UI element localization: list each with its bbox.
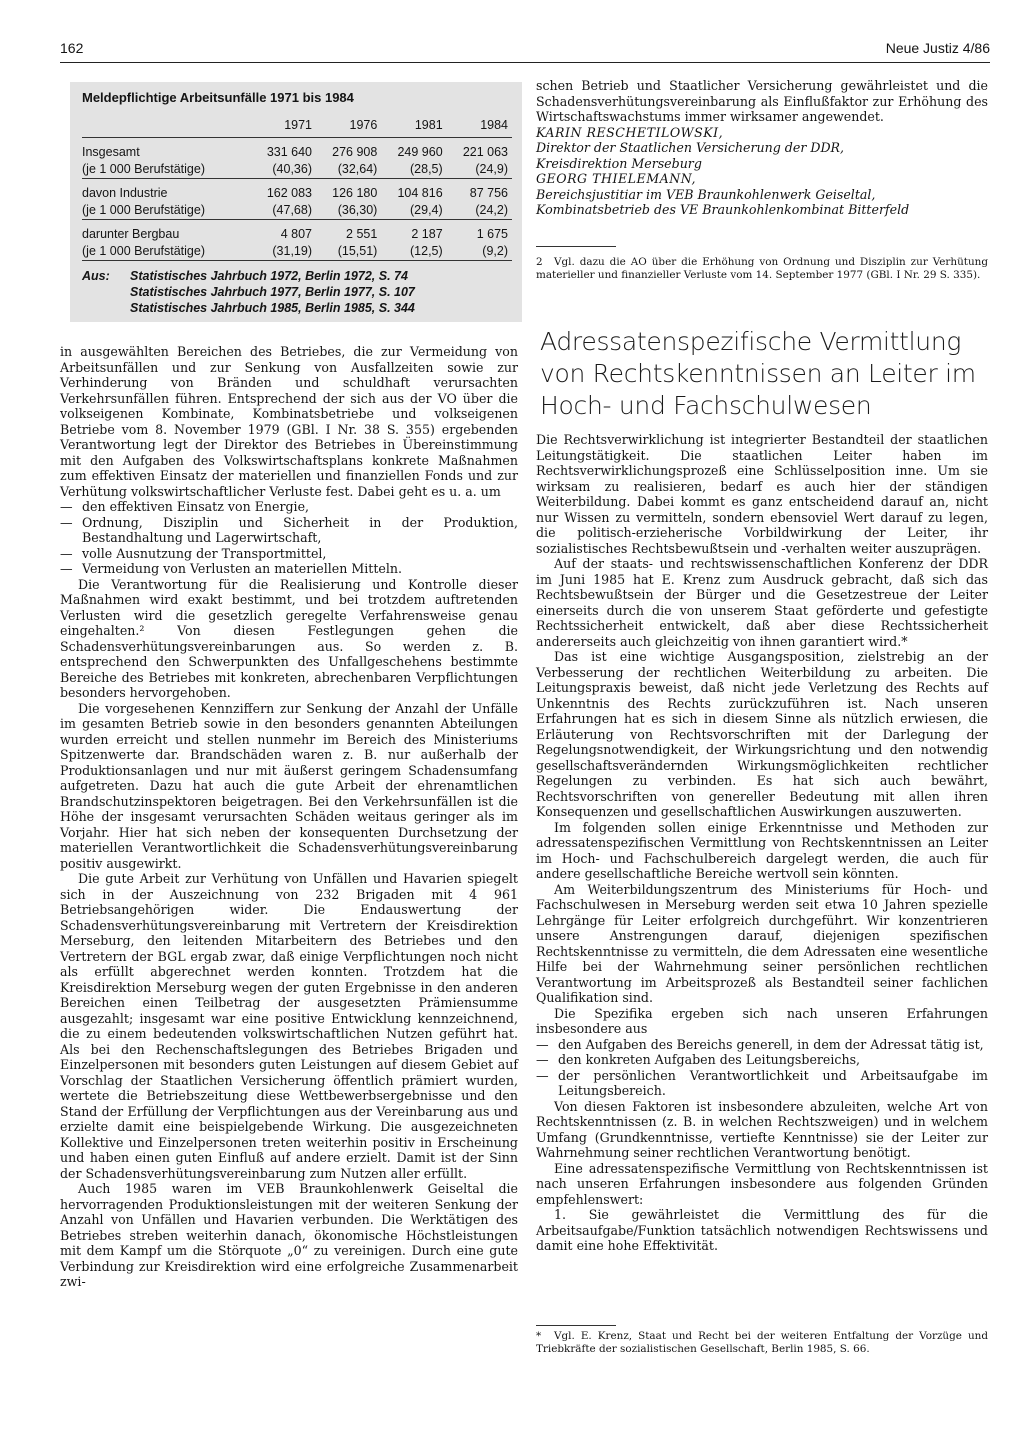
row-label: Insgesamt (82, 145, 140, 159)
row-label: (je 1 000 Berufstätige) (82, 161, 251, 179)
table-year: 1971 (251, 116, 316, 138)
list-item: — Ordnung, Disziplin und Sicherheit in der Produktion, Bestandhaltung und Lagerwirtschaft, (60, 515, 518, 546)
table-cell: 1 675 (476, 227, 508, 241)
paragraph: Die Rechtsverwirklichung ist integrierter Bestandteil der staatlichen Leitungstätigkeit. Die staatlichen Leiter haben im Rechtsverwirklichungsprozeß eine Schlüsselposition inne. Um sie wirksam zu realisieren, bedarf es auch hier der ständigen Weiterbildung. Dabei kommt es ganz entscheidend darauf an, nicht nur Wissen zu vermitteln, sondern ebensoviel Wert darauf zu legen, die politisch-erzieherische Vorbildwirkung der Leiter, ihr sozialistisches Rechtsbewußtsein und -verhalten weiter auszuprägen. (536, 432, 988, 556)
paragraph: 1. Sie gewährleistet die Vermittlung des für die Arbeitsaufgabe/Funktion tatsächlich notwendigen Rechtswissens und damit eine hohe Effektivität. (536, 1207, 988, 1253)
author-role: Kreisdirektion Merseburg (536, 155, 702, 171)
author-role: Kombinatsbetrieb des VE Braunkohlenkombinat Bitterfeld (536, 202, 910, 217)
left-column (60, 344, 518, 1290)
table-cell: 126 180 (332, 186, 378, 200)
source-line: Statistisches Jahrbuch 1985, Berlin 1985, S. 344 (130, 301, 415, 315)
page-number: 162 (60, 40, 84, 56)
list-item: — Vermeidung von Verlusten an materiellen Mitteln. (60, 561, 518, 577)
table-cell: 221 063 (462, 145, 508, 159)
table-cell: 276 908 (332, 145, 378, 159)
author-role: Bereichsjustitiar im VEB Braunkohlenwerk Geiseltal, (536, 186, 876, 202)
paragraph: Die Spezifika ergeben sich nach unseren Erfahrungen insbesondere aus (536, 1005, 988, 1036)
table-row (82, 220, 512, 244)
table-cell: (15,51) (316, 243, 381, 261)
author-name: GEORG THIELEMANN, (536, 171, 696, 186)
table-cell: (24,9) (447, 161, 512, 179)
footnote-text: Vgl. dazu die AO über die Erhöhung von Ordnung und Disziplin zur Verhütung materieller und finanzieller Verluste vom 14. September 1977 (GBl. I Nr. 29 S. 335). (536, 256, 988, 281)
paragraph: Von diesen Faktoren ist insbesondere abzuleiten, welche Art von Rechtskenntnissen (z. B. in welchen Rechtszweigen) und in welchem Umfang (Grundkenntnisse, vertiefte Kenntnisse) sie der Leiter zur Wahrnehmung seiner rechtlichen Verantwortung benötigt. (536, 1098, 988, 1160)
right-column-top (536, 78, 988, 218)
row-label: (je 1 000 Berufstätige) (82, 202, 251, 220)
table-header-row (82, 116, 512, 138)
footnote-text: Vgl. E. Krenz, Staat und Recht bei der weiteren Entfaltung der Vorzüge und Triebkräfte der sozialistischen Gesellschaft, Berlin 1985, S. 66. (536, 1330, 988, 1355)
footnote-star (536, 1330, 988, 1355)
table-cell: 162 083 (266, 186, 312, 200)
specifics-list (536, 1037, 988, 1099)
list-item: — den effektiven Einsatz von Energie, (60, 499, 518, 515)
source-line: Statistisches Jahrbuch 1977, Berlin 1977, S. 107 (130, 285, 415, 299)
table-cell: (12,5) (381, 243, 446, 261)
table-year: 1984 (447, 116, 512, 138)
right-column (536, 432, 988, 1254)
table-cell: (28,5) (381, 161, 446, 179)
table-row (82, 202, 512, 220)
table-cell: (31,19) (251, 243, 316, 261)
footnote-rule (536, 246, 616, 247)
list-item: — den Aufgaben des Bereichs generell, in dem der Adressat tätig ist, (536, 1037, 988, 1053)
row-label: (je 1 000 Berufstätige) (82, 243, 251, 261)
source-text: Statistisches Jahrbuch 1972, Berlin 1972, S. 74 (130, 269, 408, 283)
table-cell: 2 187 (411, 227, 443, 241)
table-cell: 104 816 (397, 186, 443, 200)
row-label: davon Industrie (82, 186, 168, 200)
paragraph: Die Verantwortung für die Realisierung und Kontrolle dieser Maßnahmen wird exakt bestimmt, und bei trotzdem auftretenden Verlusten wird die gesetzlich geregelte Verfahrensweise genau eingehalten.² Von diesen Festlegungen gehen die Schadensverhütungsvereinbarungen aus. So werden z. B. entsprechend den Schwerpunkten des Unfallgeschehens bestimmte Bereiche des Betriebes mit konkreten, abrechenbaren Verpflichtungen besonders hervorgehoben. (60, 576, 518, 700)
footnote-2 (536, 256, 988, 281)
statistics-grid (82, 116, 512, 261)
accident-statistics-table (70, 82, 522, 322)
table-header-blank (82, 116, 251, 138)
paragraph: Im folgenden sollen einige Erkenntnisse und Methoden zur adressatenspezifischen Vermittlung von Rechtskenntnissen an Leiter im Hoch- und Fachschulbereich dargelegt werden, die auch für andere gesellschaftliche Bereiche wertvoll sein könnten. (536, 819, 988, 881)
table-sources (82, 268, 415, 316)
paragraph: Auch 1985 waren im VEB Braunkohlenwerk Geiseltal die hervorragenden Produktionsleistungen mit der weiteren Senkung der Anzahl von Unfällen und Havarien verbunden. Die Werktätigen des Betriebes streben weiterhin danach, ökonomische Höchstleistungen mit dem Kampf um die Störquote „0“ zu vereinigen. Durch eine gute Verbindung zur Kreisdirektion wird eine erfolgreiche Zusammenarbeit zwi- (60, 1181, 518, 1289)
footnote-mark: * (536, 1330, 542, 1342)
table-cell: 4 807 (280, 227, 312, 241)
list-item: — den konkreten Aufgaben des Leitungsbereichs, (536, 1052, 988, 1068)
list-item: — volle Ausnutzung der Transportmittel, (60, 546, 518, 562)
table-cell: (32,64) (316, 161, 381, 179)
page-header (60, 38, 990, 63)
table-year: 1976 (316, 116, 381, 138)
table-year: 1981 (381, 116, 446, 138)
table-title: Meldepflichtige Arbeitsunfälle 1971 bis 1984 (82, 90, 354, 105)
table-row (82, 243, 512, 261)
source-line (82, 268, 415, 284)
paragraph: schen Betrieb und Staatlicher Versicherung gewährleistet und die Schadensverhütungsvereinbarung als Einflußfaktor zur Erhöhung des Wirtschaftswachstums immer wirksamer angewendet. (536, 78, 988, 124)
table-cell: 249 960 (397, 145, 443, 159)
row-label: darunter Bergbau (82, 227, 180, 241)
table-cell: 2 551 (346, 227, 378, 241)
table-cell: (47,68) (251, 202, 316, 220)
paragraph: Eine adressatenspezifische Vermittlung von Rechtskenntnissen ist nach unseren Erfahrungen insbesondere aus folgenden Gründen empfehlenswert: (536, 1160, 988, 1207)
table-row (82, 138, 512, 162)
table-row (82, 179, 512, 203)
source-label: Aus: (82, 269, 110, 283)
footnote-number: 2 (536, 256, 543, 268)
table-cell: (9,2) (447, 243, 512, 261)
table-cell: 331 640 (266, 145, 312, 159)
list-item: — der persönlichen Verantwortlichkeit und Arbeitsaufgabe im Leitungsbereich. (536, 1068, 988, 1099)
journal-issue: Neue Justiz 4/86 (885, 40, 990, 56)
table-cell: (40,36) (251, 161, 316, 179)
author-role: Direktor der Staatlichen Versicherung der DDR, (536, 140, 845, 155)
paragraph: Auf der staats- und rechtswissenschaftlichen Konferenz der DDR im Juni 1985 hat E. Krenz zum Ausdruck gebracht, daß sich das Rechtsbewußtsein der Bürger und die Gesetzestreue der Leiter einerseits durch die von unserem Staat geförderte und gefestigte Rechtssicherheit entwickelt, daß aber diese Rechtssicherheit andererseits auch gleichzeitig von ihnen garantiert wird.* (536, 556, 988, 649)
paragraph: Die gute Arbeit zur Verhütung von Unfällen und Havarien spiegelt sich in der Auszeichnung von 232 Brigaden mit 4 961 Betriebsangehörigen wider. Die Endauswertung der Schadensverhütungsvereinbarung mit Vertretern der Kreisdirektion Merseburg, den leitenden Mitarbeitern des Betriebes und den Vertretern der BGL ergab zwar, daß einige Verpflichtungen noch nicht als erfüllt abgerechnet werden konnten. Trotzdem hat die Kreisdirektion Merseburg wegen der guten Ergebnisse in den anderen Bereichen einen Teilbetrag der ausgesetzten Prämiensumme ausgezahlt; insgesamt war eine positive Entwicklung kennzeichnend, die zu einem bedeutenden volkswirtschaftlichen Nutzen geführt hat. Als bei den Rechenschaftslegungen des Betriebes Brigaden und Einzelpersonen mit besonders guten Leistungen auf diesem Gebiet auf Vorschlag der Staatlichen Versicherung öffentlich prämiert wurden, wertete die Betriebszeitung diese Wettbewerbsergebnisse und den Stand der Erfüllung der Verpflichtungen aus der Vereinbarung aus und erzielte damit eine beispielgebende Wirkung. Die ausgezeichneten Kollektive und Einzelpersonen treten weiterhin positiv in Erscheinung und haben einen guten Einfluß auf andere erzielt. Damit ist der Sinn der Schadensverhütungsvereinbarung zum Nutzen aller erfüllt. (60, 871, 518, 1181)
author-name: KARIN RESCHETILOWSKI, (536, 124, 724, 140)
measures-list (60, 499, 518, 577)
article-headline: Adressatenspezifische Vermittlung von Rechtskenntnissen an Leiter im Hoch- und Fachschulwesen (540, 327, 976, 420)
paragraph: Das ist eine wichtige Ausgangsposition, zielstrebig an der Verbesserung der rechtlichen Weiterbildung zu arbeiten. Die Leitungspraxis beweist, daß nicht jede Verletzung des Rechts auf Unkenntnis des Rechts zurückzuführen ist. Nach unseren Erfahrungen hat es sich in diesem Sinne als nützlich erwiesen, die Erläuterung von Rechtsvorschriften mit der Darlegung der Regelungsnotwendigkeit, der Wirkungsrichtung und den notwendig gesellschaftsverändernden Wirkungsmöglichkeiten rechtlicher Regelungen zu verbinden. Es hat sich auch bewährt, Rechtsvorschriften von genereller Bedeutung mit allen ihren Konsequenzen und gesellschaftlichen Auswirkungen auszuwerten. (536, 649, 988, 819)
paragraph: Am Weiterbildungszentrum des Ministeriums für Hoch- und Fachschulwesen in Merseburg werden seit etwa 10 Jahren spezielle Lehrgänge für Leiter erfolgreich durchgeführt. Wir konzentrieren unsere Anstrengungen darauf, diejenigen spezifischen Rechtskenntnisse zu vermitteln, die dem Adressaten eine wesentliche Hilfe bei der Wahrnehmung seiner persönlichen rechtlichen Verantwortung im Arbeitsprozeß als Bestandteil seiner fachlichen Qualifikation sind. (536, 881, 988, 1005)
table-cell: 87 756 (469, 186, 508, 200)
table-cell: (24,2) (447, 202, 512, 220)
table-row (82, 161, 512, 179)
table-cell: (36,30) (316, 202, 381, 220)
footnote-rule (536, 1325, 616, 1326)
table-cell: (29,4) (381, 202, 446, 220)
paragraph: Die vorgesehenen Kennziffern zur Senkung der Anzahl der Unfälle im gesamten Betrieb sowie in den besonders genannten Abteilungen wurden erreicht und stellen nunmehr im Bereich des Ministeriums Spitzenwerte dar. Brandschäden waren z. B. nur außerhalb der Produktionsanlagen und nur mit äußerst geringem Schadensumfang aufgetreten. Dazu hat auch die gute Arbeit der ehrenamtlichen Brandschutzinspektoren beigetragen. Bei den Verkehrsunfällen ist die Höhe der insgesamt verursachten Schäden weitaus geringer als im Vorjahr. Hier hat sich neben der konsequenten Durchsetzung der materiellen Verantwortlichkeit die Schadensverhütungsvereinbarung positiv ausgewirkt. (60, 700, 518, 871)
paragraph: in ausgewählten Bereichen des Betriebes, die zur Vermeidung von Arbeitsunfällen und zur Senkung von Ausfallzeiten sowie zur Verhinderung von Bränden und schuldhaft verursachten Verkehrsunfällen führen. Entsprechend der sich aus der VO über die volkseigenen Kombinate, Kombinatsbetriebe und volkseigenen Betriebe vom 8. November 1979 (GBl. I Nr. 38 S. 355) ergebenden Verantwortung legt der Direktor des Betriebes in Übereinstimmung mit den Aufgaben des Volkswirtschaftsplans konkrete Maßnahmen zum effektiven Einsatz der materiellen und finanziellen Fonds und zur Verhütung volkswirtschaftlicher Verluste fest. Dabei geht es u. a. um (60, 344, 518, 499)
